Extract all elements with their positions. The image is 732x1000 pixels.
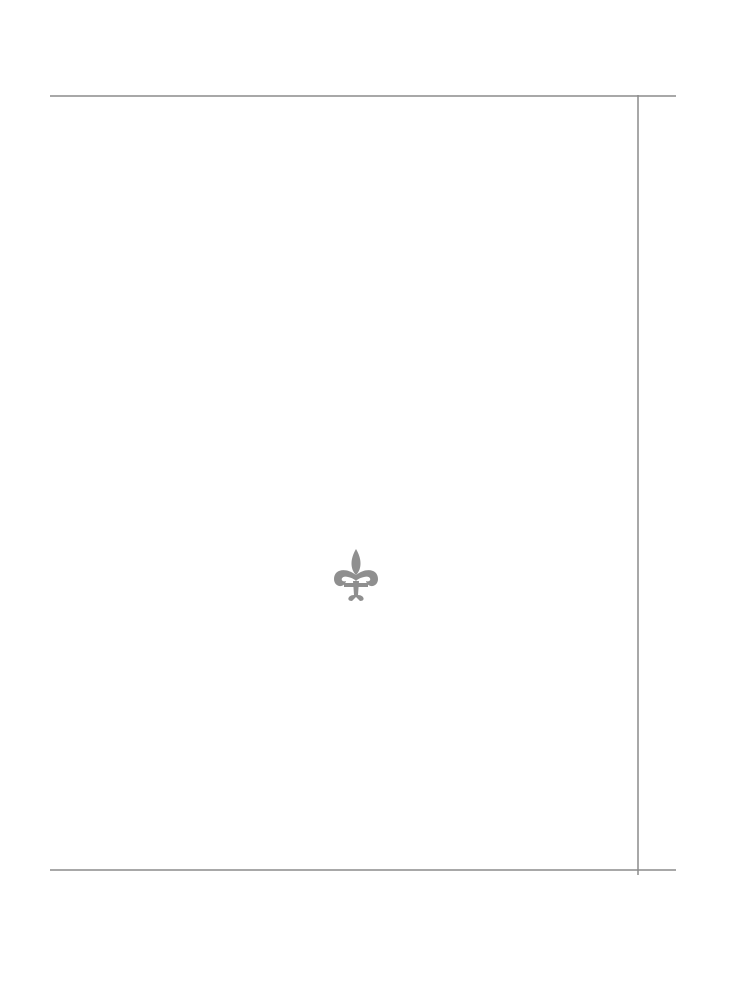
right-ornamental-border xyxy=(636,95,676,875)
top-ornamental-border xyxy=(50,58,676,98)
fleur-de-lis-icon xyxy=(326,545,386,605)
bottom-ornamental-border xyxy=(50,868,676,912)
